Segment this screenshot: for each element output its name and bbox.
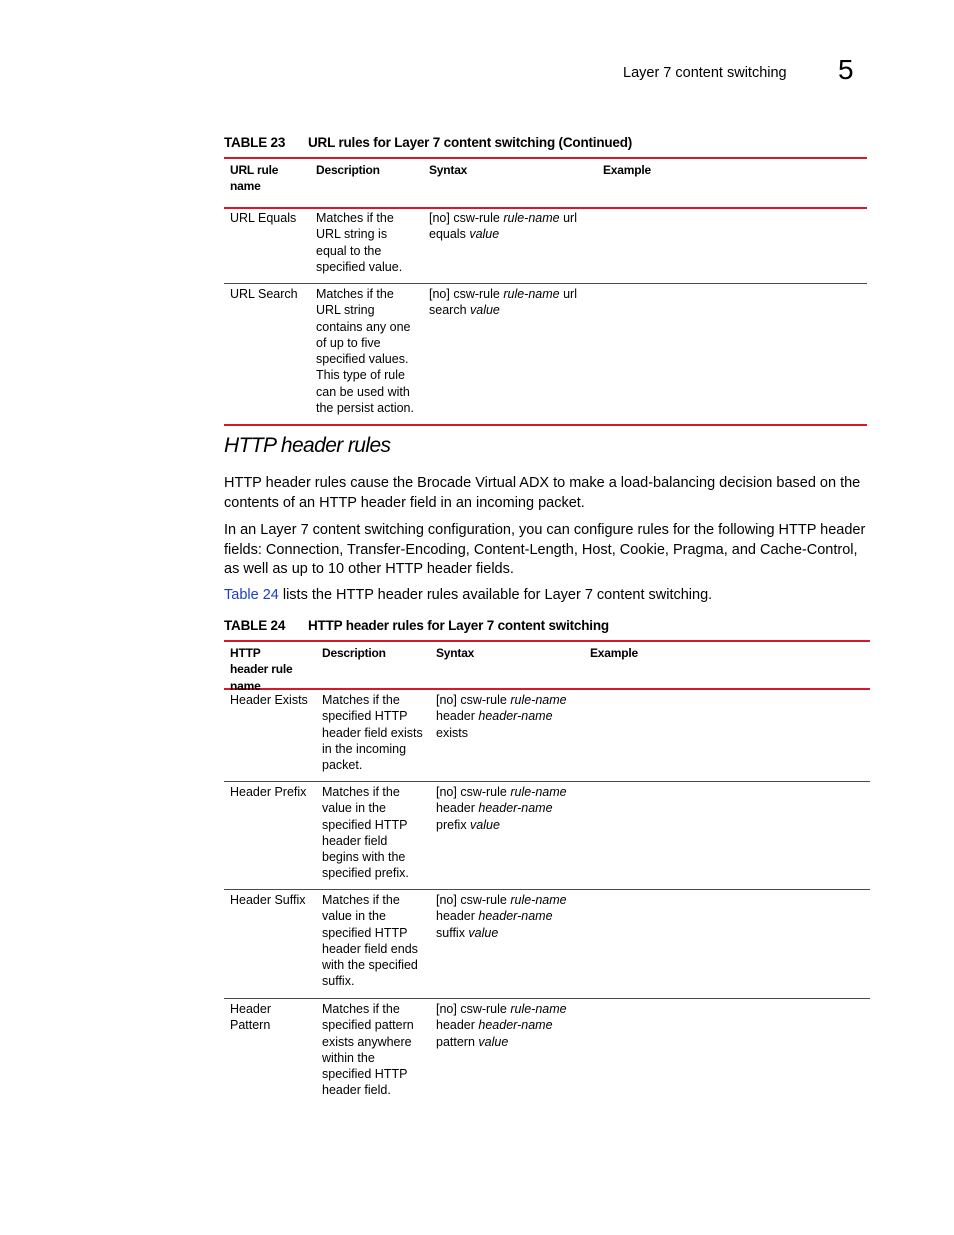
description-cell: Matches if the URL string is equal to the specified value.	[316, 211, 403, 274]
syntax-rule-param: rule-name	[510, 893, 567, 907]
syntax-rule-param: rule-name	[510, 785, 567, 799]
syntax-rule-param: rule-name	[510, 1002, 567, 1016]
table23-title: URL rules for Layer 7 content switching (Continued)	[308, 135, 633, 150]
syntax-keyword: [no] csw-rule	[436, 785, 511, 799]
syntax-value-param: value	[470, 303, 500, 318]
table-row	[224, 690, 870, 781]
syntax-keyword-header: header	[436, 709, 479, 724]
running-header-section: Layer 7 content switching	[623, 65, 787, 81]
syntax-rule-param: rule-name	[510, 693, 567, 707]
syntax-header-param: header-name	[478, 709, 553, 724]
syntax-keyword: [no] csw-rule	[429, 211, 504, 225]
description-cell: Matches if the specified HTTP header field exists in the incoming packet.	[322, 693, 423, 773]
description-cell: Matches if the value in the specified HTTP header field begins with the specified prefix.	[322, 785, 409, 881]
table23-label: TABLE 23	[224, 135, 286, 150]
syntax-keyword-header: header	[436, 909, 479, 924]
table-row	[224, 999, 870, 1106]
syntax-keyword: [no] csw-rule	[436, 893, 511, 907]
syntax-cell	[430, 892, 584, 998]
syntax-rule-param: rule-name	[503, 287, 560, 301]
rule-name-cell: Header Exists	[230, 693, 308, 707]
rule-name-cell: URL Search	[230, 287, 298, 301]
description-cell: Matches if the value in the specified HTTP header field ends with the specified suffix.	[322, 893, 418, 989]
example-cell	[584, 784, 870, 889]
table24	[224, 640, 870, 1106]
table24-header-row	[224, 642, 870, 693]
syntax-keyword-header: header	[436, 801, 479, 816]
table23-col-example: Example	[603, 163, 651, 177]
syntax-keyword: [no] csw-rule	[436, 1002, 511, 1016]
syntax-operator: url search	[429, 287, 577, 318]
table24-link[interactable]: Table 24	[224, 587, 279, 603]
syntax-cell	[430, 692, 584, 781]
syntax-keyword: [no] csw-rule	[436, 693, 511, 707]
table24-col-example: Example	[590, 646, 638, 660]
syntax-cell	[430, 784, 584, 889]
syntax-value-param: value	[469, 227, 500, 242]
syntax-rule-param: rule-name	[503, 211, 560, 225]
table23-bottom-rule	[224, 424, 867, 426]
syntax-operator: pattern	[436, 1034, 479, 1049]
syntax-value-param: value	[478, 1034, 509, 1049]
rule-name-cell: Header Prefix	[230, 785, 307, 799]
rule-name-cell: Header Suffix	[230, 893, 306, 907]
syntax-operator: url equals	[429, 211, 577, 242]
description-cell: Matches if the URL string contains any one of up to five specified values. This type of rule can be used with the persist action.	[316, 287, 414, 416]
section-title: HTTP header rules	[224, 434, 391, 457]
table-row	[224, 890, 870, 998]
section-paragraph-3	[224, 586, 869, 606]
example-cell	[584, 892, 870, 998]
rule-name-cell: Header Pattern	[230, 1002, 271, 1033]
table23-caption	[224, 135, 632, 150]
syntax-header-param: header-name	[478, 1018, 553, 1033]
table24-col-name: HTTP header rule name	[230, 646, 293, 693]
syntax-operator: prefix	[436, 817, 471, 832]
table-row	[224, 209, 867, 283]
description-cell: Matches if the specified pattern exists anywhere within the specified HTTP header field.	[322, 1002, 414, 1098]
table23-col-description: Description	[316, 163, 380, 177]
table24-col-syntax: Syntax	[436, 646, 475, 660]
table-row	[224, 284, 867, 424]
table23-col-name: URL rule name	[230, 163, 279, 194]
example-cell	[597, 210, 867, 283]
syntax-header-param: header-name	[478, 801, 553, 816]
syntax-keyword: [no] csw-rule	[429, 287, 504, 301]
example-cell	[597, 286, 867, 424]
syntax-value-param: value	[470, 817, 500, 832]
chapter-number: 5	[838, 54, 854, 85]
table24-caption	[224, 618, 609, 633]
table24-label: TABLE 24	[224, 618, 286, 633]
rule-name-cell: URL Equals	[230, 211, 297, 225]
syntax-cell	[423, 210, 597, 283]
syntax-header-param: header-name	[478, 909, 553, 924]
table24-col-description: Description	[322, 646, 386, 660]
table24-title: HTTP header rules for Layer 7 content switching	[308, 618, 609, 633]
syntax-cell	[430, 1001, 584, 1106]
syntax-cell	[423, 286, 597, 424]
syntax-operator: suffix	[436, 925, 469, 940]
syntax-value-param: value	[468, 925, 499, 940]
syntax-operator: exists	[436, 725, 468, 740]
example-cell	[584, 1001, 870, 1106]
table23	[224, 157, 867, 426]
section-paragraph-2: In an Layer 7 content switching configuration, you can configure rules for the following HTTP header fields: Connection, Transfer-Encoding, Content-Length, Host, Cookie, Pragma, and Cache-Control, as well as up to 10 other HTTP header fields.	[224, 522, 866, 577]
table-row	[224, 782, 870, 889]
section-paragraph-1: HTTP header rules cause the Brocade Virtual ADX to make a load-balancing decision based on the contents of an HTTP header field in an incoming packet.	[224, 475, 861, 511]
paragraph-3-text: lists the HTTP header rules available for Layer 7 content switching.	[278, 587, 713, 603]
table23-col-syntax: Syntax	[429, 163, 468, 177]
table23-header-row	[224, 159, 867, 207]
syntax-keyword-header: header	[436, 1018, 479, 1033]
example-cell	[584, 692, 870, 781]
